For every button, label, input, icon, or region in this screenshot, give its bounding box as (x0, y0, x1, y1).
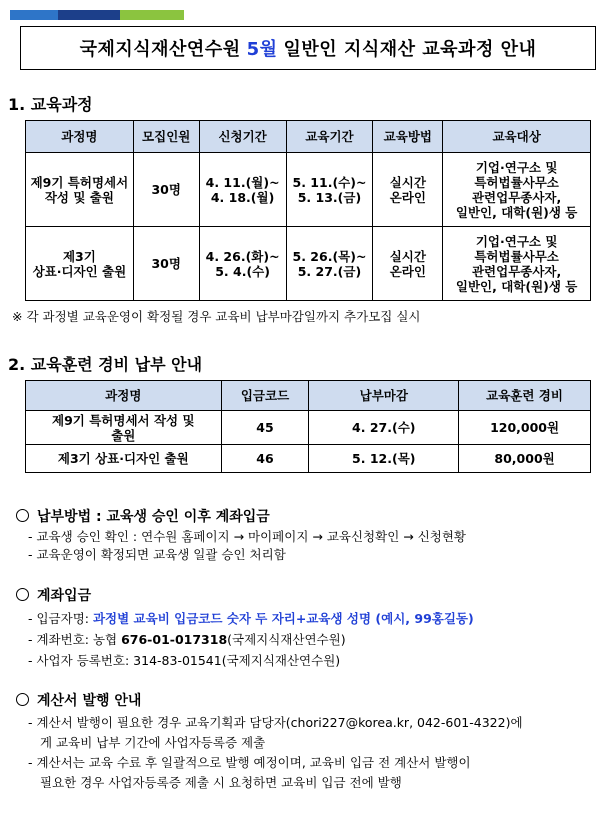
page-title (20, 26, 596, 70)
payment-deadline: 4. 27.(수) (309, 411, 459, 445)
table-row (26, 153, 591, 227)
th-fee-course: 과정명 (26, 381, 222, 411)
th-target: 교육대상 (443, 121, 591, 153)
account-details (28, 608, 474, 671)
course-name: 제3기 상표·디자인 출원 (26, 227, 134, 301)
th-capacity: 모집인원 (133, 121, 199, 153)
course-period: 5. 26.(목)~ 5. 27.(금) (286, 227, 373, 301)
target: 기업·연구소 및 특허법률사무소 관련업무종사자, 일반인, 대학(원)생 등 (443, 153, 591, 227)
capacity: 30명 (133, 153, 199, 227)
training-fee: 80,000원 (459, 445, 591, 473)
top-color-bar (10, 10, 184, 20)
table-row (26, 227, 591, 301)
title-month: 5월 (246, 39, 278, 60)
top-bar-green (120, 10, 184, 20)
target: 기업·연구소 및 특허법률사무소 관련업무종사자, 일반인, 대학(원)생 등 (443, 227, 591, 301)
fee-course-name: 제3기 상표·디자인 출원 (26, 445, 222, 473)
th-course: 과정명 (26, 121, 134, 153)
payment-deadline: 5. 12.(목) (309, 445, 459, 473)
fee-table-header (26, 381, 591, 411)
section2-heading: 2. 교육훈련 경비 납부 안내 (8, 355, 203, 374)
course-table-header (26, 121, 591, 153)
top-bar-navy (58, 10, 120, 20)
circle-bullet-icon (16, 509, 29, 522)
capacity: 30명 (133, 227, 199, 301)
course-table (25, 120, 591, 301)
top-bar-blue (10, 10, 58, 20)
th-apply: 신청기간 (199, 121, 286, 153)
table-row (26, 411, 591, 445)
title-prefix: 국제지식재산연수원 (79, 39, 241, 60)
depositor-line: - 입금자명: 과정별 교육비 입금코드 숫자 두 자리+교육생 성명 (예시, 99홍길동) (28, 611, 474, 626)
invoice-title: 계산서 발행 안내 (16, 690, 141, 710)
account-line: - 계좌번호: 농협 676-01-017318(국제지식재산연수원) (28, 632, 346, 647)
bizno-line: - 사업자 등록번호: 314-83-01541(국제지식재산연수원) (28, 653, 341, 668)
th-method: 교육방법 (373, 121, 443, 153)
fee-table (25, 380, 591, 473)
th-deadline: 납부마감 (309, 381, 459, 411)
payment-method-title: 납부방법 : 교육생 승인 이후 계좌입금 (16, 506, 270, 526)
deposit-code: 46 (221, 445, 309, 473)
payment-line: - 교육운영이 확정되면 교육생 일괄 승인 처리함 (28, 547, 286, 562)
circle-bullet-icon (16, 693, 29, 706)
th-fee: 교육훈련 경비 (459, 381, 591, 411)
circle-bullet-icon (16, 588, 29, 601)
title-suffix: 일반인 지식재산 교육과정 안내 (283, 39, 537, 60)
method: 실시간 온라인 (373, 153, 443, 227)
th-period: 교육기간 (286, 121, 373, 153)
invoice-line: - 계산서는 교육 수료 후 일괄적으로 발행 예정이며, 교육비 입금 전 계산서 발행이 (28, 755, 471, 770)
apply-period: 4. 11.(월)~ 4. 18.(월) (199, 153, 286, 227)
invoice-details (28, 713, 523, 793)
recruit-note: ※ 각 과정별 교육운영이 확정될 경우 교육비 납부마감일까지 추가모집 실시 (12, 309, 421, 324)
invoice-line: 게 교육비 납부 기간에 사업자등록증 제출 (40, 735, 266, 750)
training-fee: 120,000원 (459, 411, 591, 445)
course-name: 제9기 특허명세서 작성 및 출원 (26, 153, 134, 227)
invoice-line: - 계산서 발행이 필요한 경우 교육기획과 담당자(chori227@korea.kr, 042-601-4322)에 (28, 715, 523, 730)
payment-line: - 교육생 승인 확인 : 연수원 홈페이지 → 마이페이지 → 교육신청확인 → 신청현황 (28, 529, 466, 544)
account-title: 계좌입금 (16, 585, 91, 605)
invoice-line: 필요한 경우 사업자등록증 제출 시 요청하면 교육비 입금 전에 발행 (40, 775, 402, 790)
payment-details (28, 528, 466, 564)
section1-heading: 1. 교육과정 (8, 95, 93, 114)
fee-course-name: 제9기 특허명세서 작성 및 출원 (26, 411, 222, 445)
course-period: 5. 11.(수)~ 5. 13.(금) (286, 153, 373, 227)
apply-period: 4. 26.(화)~ 5. 4.(수) (199, 227, 286, 301)
th-code: 입금코드 (221, 381, 309, 411)
deposit-code: 45 (221, 411, 309, 445)
method: 실시간 온라인 (373, 227, 443, 301)
table-row (26, 445, 591, 473)
